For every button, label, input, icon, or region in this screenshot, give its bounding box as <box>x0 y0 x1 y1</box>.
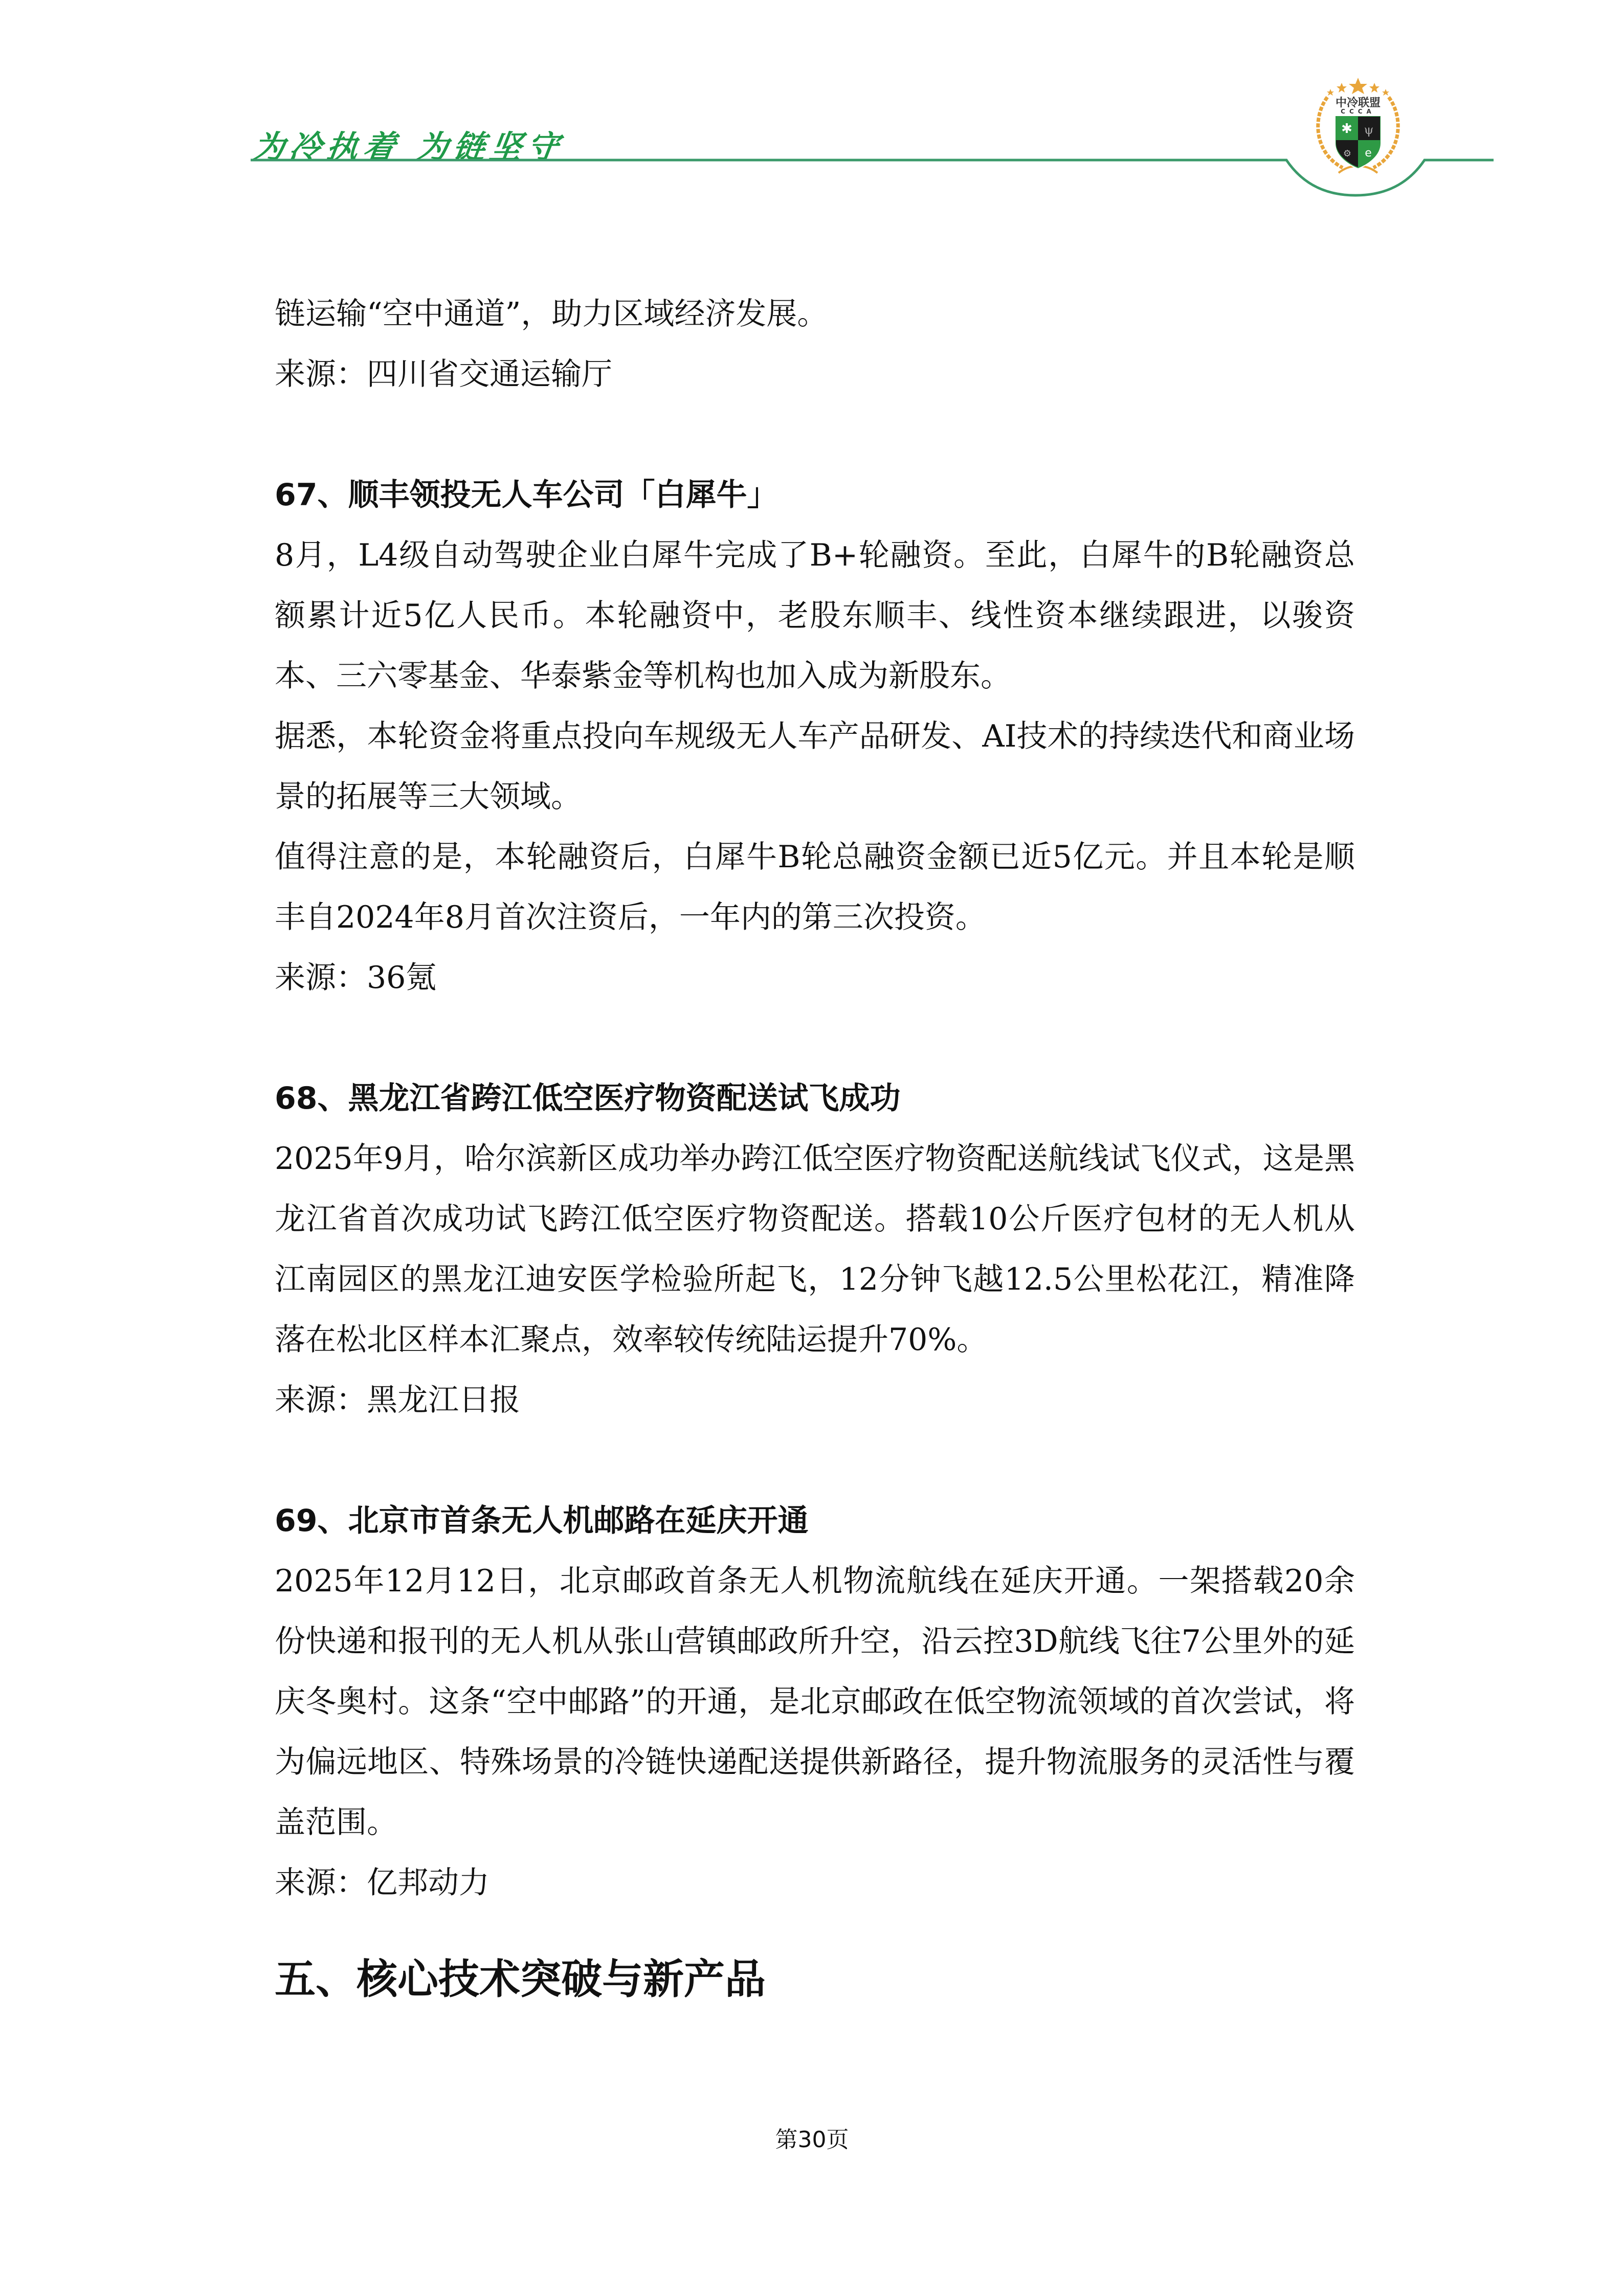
news-item-paragraph: 值得注意的是，本轮融资后，白犀牛B轮总融资金额已近5亿元。并且本轮是顺丰自2024年8月首次注资后，一年内的第三次投资。 <box>275 839 1355 935</box>
svg-text:e: e <box>1365 147 1372 160</box>
news-item-paragraph: 据悉，本轮资金将重点投向车规级无人车产品研发、AI技术的持续迭代和商业场景的拓展等三大领域。 <box>275 718 1355 815</box>
intro-paragraph-tail: 链运输“空中通道”，助力区域经济发展。 <box>275 296 828 332</box>
news-item-source: 来源：36氪 <box>275 960 437 996</box>
header-slogan: 为冷执着 为链坚守 <box>250 128 567 166</box>
news-item-title: 68、黑龙江省跨江低空医疗物资配送试飞成功 <box>275 1081 901 1116</box>
news-item-68 <box>275 1068 1355 1430</box>
logo-org-abbr: CCCA <box>1341 108 1375 115</box>
news-item-paragraph: 2025年9月，哈尔滨新区成功举办跨江低空医疗物资配送航线试飞仪式，这是黑龙江省首次成功试飞跨江低空医疗物资配送。搭载10公斤医疗包材的无人机从江南园区的黑龙江迪安医学检验所起飞，12分钟飞越12.5公里松花江，精准降落在松北区样本汇聚点，效率较传统陆运提升70%。 <box>275 1141 1355 1358</box>
svg-text:⚙: ⚙ <box>1343 148 1352 159</box>
page-number: 第30页 <box>775 2127 849 2153</box>
svg-text:ψ: ψ <box>1364 123 1374 137</box>
news-item-title: 67、顺丰领投无人车公司「白犀牛」 <box>275 477 778 513</box>
news-item-source: 来源：亿邦动力 <box>275 1865 490 1901</box>
document-body <box>275 284 1355 2015</box>
news-item-title: 69、北京市首条无人机邮路在延庆开通 <box>275 1503 809 1539</box>
news-item-source: 来源：黑龙江日报 <box>275 1382 520 1418</box>
logo-org-name: 中冷联盟 <box>1335 97 1381 109</box>
svg-text:✱: ✱ <box>1341 121 1352 137</box>
intro-source: 来源：四川省交通运输厅 <box>275 356 612 392</box>
section-heading: 五、核心技术突破与新产品 <box>275 1955 766 2003</box>
news-item-paragraph: 2025年12月12日，北京邮政首条无人机物流航线在延庆开通。一架搭载20余份快递和报刊的无人机从张山营镇邮政所升空，沿云控3D航线飞往7公里外的延庆冬奥村。这条“空中邮路”的开通，是北京邮政在低空物流领域的首次尝试，将为偏远地区、特殊场景的冷链快递配送提供新路径，提升物流服务的灵活性与覆盖范围。 <box>275 1563 1355 1840</box>
news-item-69 <box>275 1491 1355 1913</box>
news-item-paragraph: 8月，L4级自动驾驶企业白犀牛完成了B+轮融资。至此，白犀牛的B轮融资总额累计近5亿人民币。本轮融资中，老股东顺丰、线性资本继续跟进，以骏资本、三六零基金、华泰紫金等机构也加入成为新股东。 <box>275 537 1355 694</box>
ccca-logo-icon <box>1307 77 1409 179</box>
news-item-67 <box>275 465 1355 1008</box>
